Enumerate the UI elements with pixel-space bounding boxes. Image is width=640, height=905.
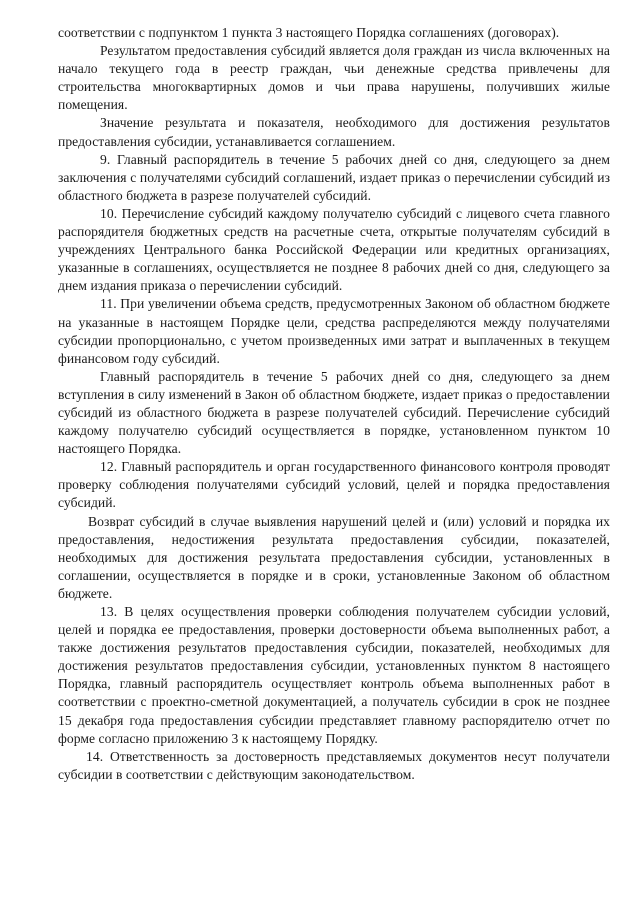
paragraph-point-10: 10. Перечисление субсидий каждому получателю субсидий с лицевого счета главного распорядителя бюджетных средств на расчетные счета, открытые получателям субсидий в учреждениях Центрального банка Российской Федерации или кредитных организациях, указанные в соглашениях, осуществляется не позднее 8 рабочих дней со дня, следующего за днем издания приказа о перечислении субсидий. [58, 205, 610, 294]
document-body [58, 24, 610, 784]
paragraph-point-14: 14. Ответственность за достоверность представляемых документов несут получатели субсидии в соответствии с действующим законодательством. [58, 748, 610, 782]
paragraph-result-value: Значение результата и показателя, необходимого для достижения результатов предоставления субсидии, устанавливается соглашением. [58, 115, 610, 149]
paragraph-point-13: 13. В целях осуществления проверки соблюдения получателем субсидии условий, целей и порядка ее предоставления, проверки достоверности объема выполненных работ, а также достижения результатов предоставления субсидии, показателей, необходимых для достижения результатов предоставления субсидии, установленных пунктом 8 настоящего Порядка, главный распорядитель осуществляет контроль объема выполненных работ в соответствии с проектно-сметной документацией, а получатель субсидии в срок не позднее 15 декабря года предоставления субсидии представляет главному распорядителю отчет по форме согласно приложению 3 к настоящему Порядку. [58, 604, 610, 746]
paragraph-point-12-refund: Возврат субсидий в случае выявления нарушений целей и (или) условий и порядка их предоставления, недостижения результата предоставления субсидии, показателей, необходимых для достижения результата предоставления субсидии, установленных в соглашении, осуществляется в порядке и в сроки, установленные Законом об областном бюджете. [58, 513, 610, 601]
paragraph-continuation: соответствии с подпунктом 1 пункта 3 настоящего Порядка соглашениях (договорах). [58, 25, 560, 40]
paragraph-point-12: 12. Главный распорядитель и орган государственного финансового контроля проводят проверку соблюдения получателями субсидий условий, целей и порядка предоставления субсидий. [58, 459, 610, 511]
paragraph-point-9: 9. Главный распорядитель в течение 5 рабочих дней со дня, следующего за днем заключения с получателями субсидий соглашений, издает приказ о перечислении субсидий из областного бюджета в разрезе получателей субсидий. [58, 151, 610, 203]
paragraph-point-11-order: Главный распорядитель в течение 5 рабочих дней со дня, следующего за днем вступления в силу изменений в Закон об областном бюджете, издает приказ о предоставлении субсидий из областного бюджета в разрезе получателей субсидий. Перечисление субсидий каждому получателю субсидий осуществляется в порядке, установленном пунктом 10 настоящего Порядка. [58, 368, 610, 457]
paragraph-point-11: 11. При увеличении объема средств, предусмотренных Законом об областном бюджете на указанные в настоящем Порядке цели, средства распределяются между получателями субсидии пропорционально, с учетом произведенных ими затрат и выплаченных в текущем финансовом году субсидий. [58, 296, 610, 366]
paragraph-result: Результатом предоставления субсидий является доля граждан из числа включенных на начало текущего года в реестр граждан, чьи денежные средства привлечены для строительства многоквартирных домов и чьи права нарушены, получивших жилые помещения. [58, 43, 610, 113]
